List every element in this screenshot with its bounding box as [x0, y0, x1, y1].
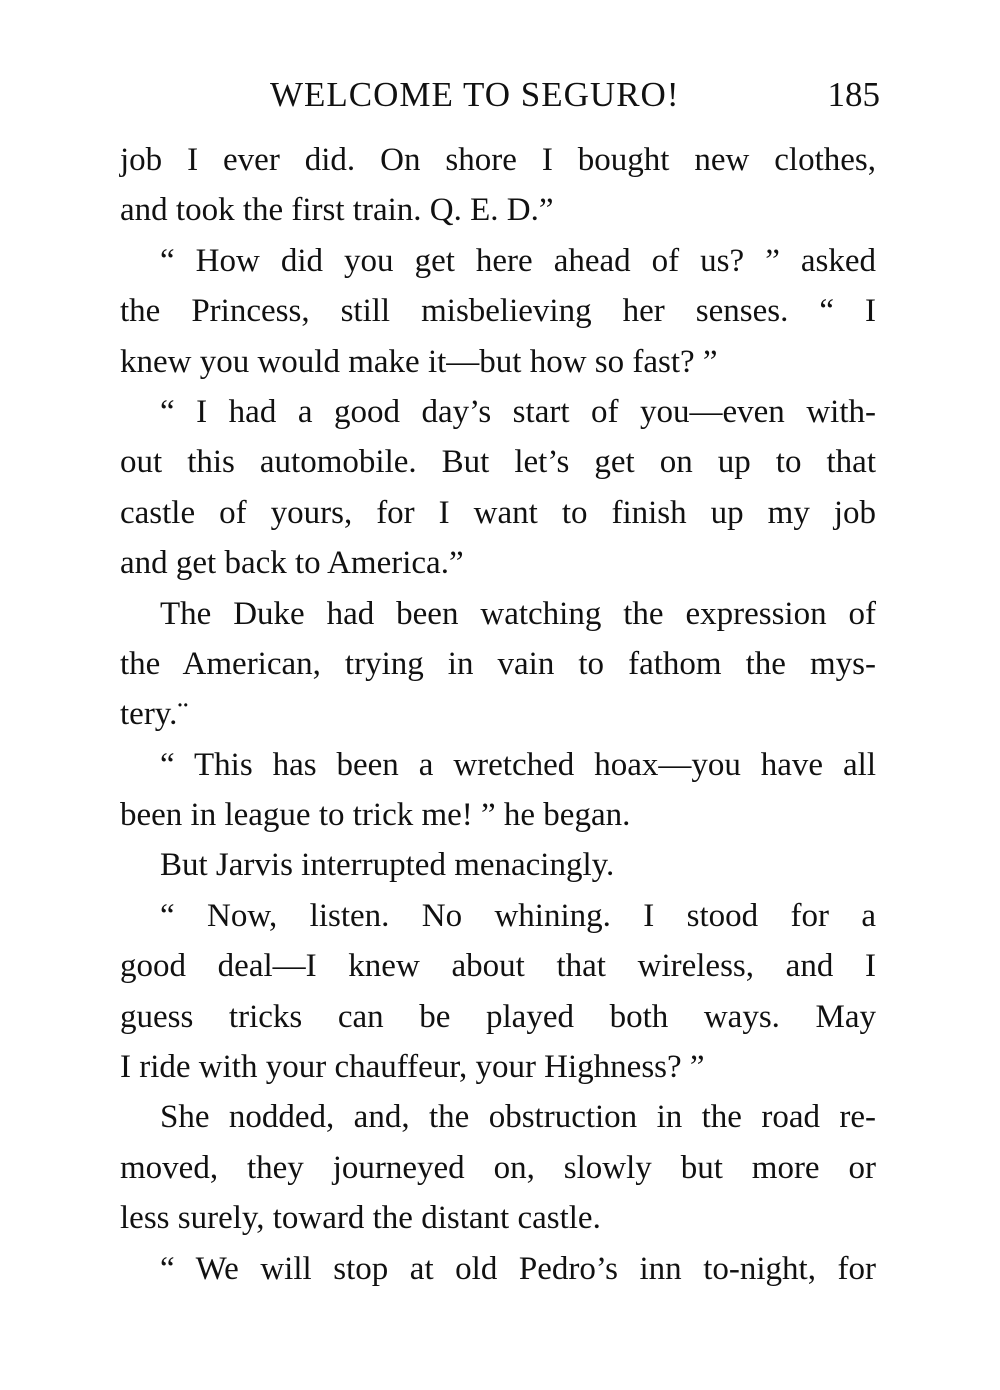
text-line: and took the first train. Q. E. D.” — [120, 192, 554, 229]
text-line: the Princess, still misbelieving her senses. “ I — [120, 293, 876, 330]
text-line: “ I had a good day’s start of you—even with- — [160, 393, 876, 430]
text-line: and get back to America.” — [120, 545, 464, 582]
text-line: But Jarvis interrupted menacingly. — [160, 847, 615, 884]
page-header — [120, 70, 880, 120]
text-line: I ride with your chauffeur, your Highness? ” — [120, 1049, 705, 1086]
text-line: moved, they journeyed on, slowly but more or — [120, 1149, 876, 1186]
text-line: knew you would make it—but how so fast? ” — [120, 343, 718, 380]
text-line: “ This has been a wretched hoax—you have all — [160, 746, 876, 783]
text-line: castle of yours, for I want to finish up my job — [120, 494, 876, 531]
text-line: The Duke had been watching the expression of — [160, 595, 876, 632]
text-line: less surely, toward the distant castle. — [120, 1200, 601, 1237]
running-head: WELCOME TO SEGURO! — [270, 75, 680, 114]
text-line: “ How did you get here ahead of us? ” asked — [160, 242, 876, 279]
text-line: the American, trying in vain to fathom the mys- — [120, 645, 876, 682]
text-line: “ Now, listen. No whining. I stood for a — [160, 897, 876, 934]
page-number: 185 — [827, 75, 880, 114]
text-line: “ We will stop at old Pedro’s inn to-night, for — [160, 1250, 876, 1287]
text-line: been in league to trick me! ” he began. — [120, 797, 631, 834]
text-line: She nodded, and, the obstruction in the road re- — [160, 1099, 876, 1136]
text-line: out this automobile. But let’s get on up to that — [120, 444, 876, 481]
text-line: tery.¨ — [120, 696, 189, 733]
text-line: guess tricks can be played both ways. May — [120, 998, 876, 1035]
body-text — [120, 135, 876, 1294]
text-line: job I ever did. On shore I bought new clothes, — [120, 142, 876, 178]
text-line: good deal—I knew about that wireless, and I — [120, 948, 876, 985]
